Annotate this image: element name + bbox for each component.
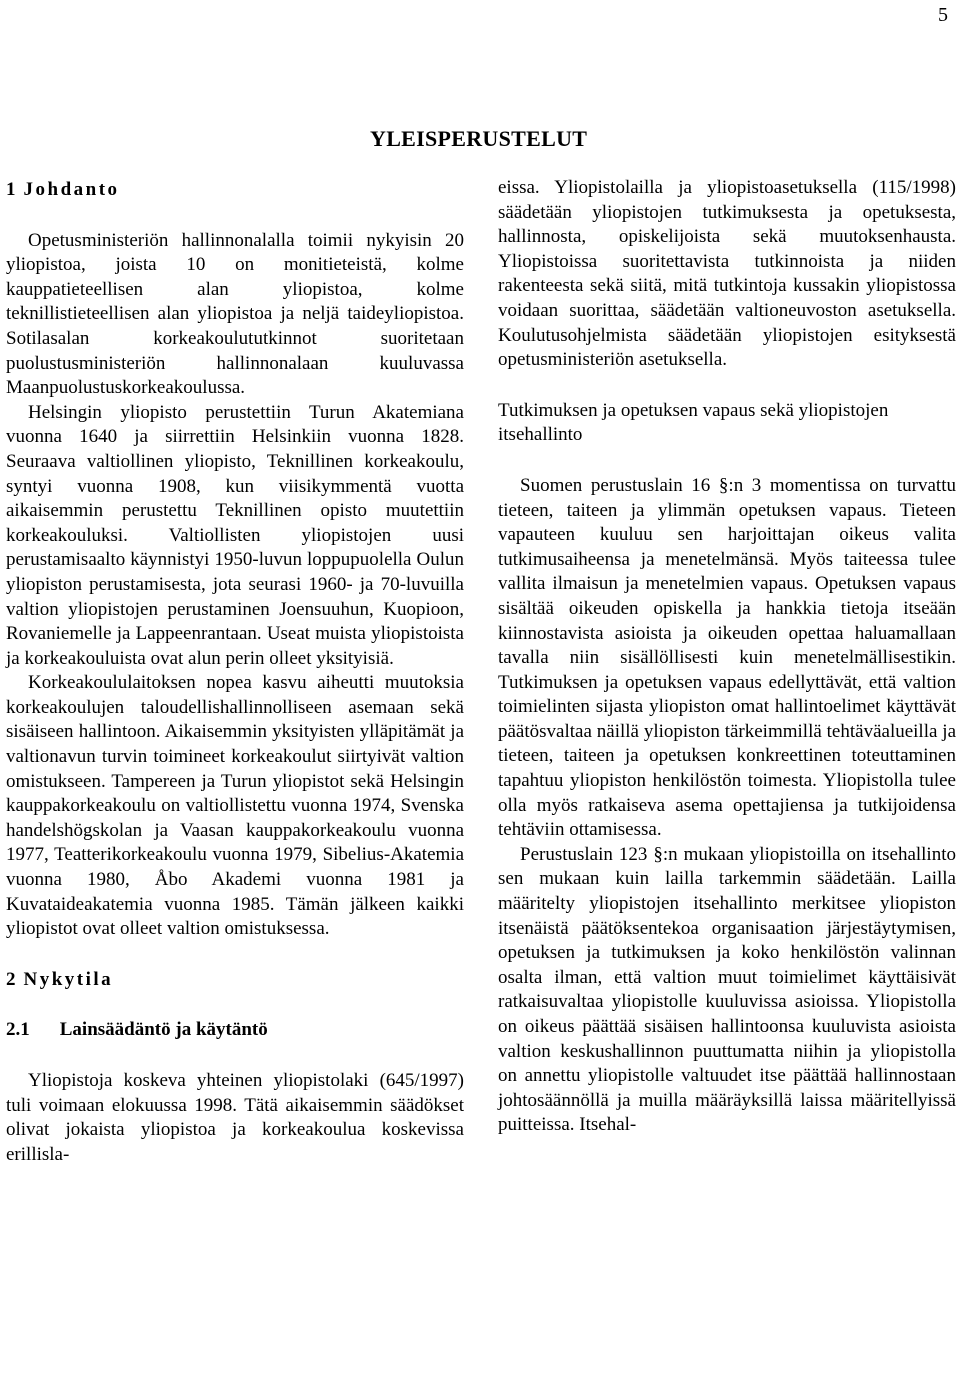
left-column xyxy=(6,178,464,1167)
section-number: 1 xyxy=(6,179,16,200)
paragraph: Opetusministeriön hallinnonalalla toimii nykyisin 20 yliopistoa, joista 10 on monitieteistä, kolme kauppatieteellisen alan yliopistoa, kolme teknillistieteellisen alan yliopistoa ja neljä taideyliopistoa. Sotilasalan korkeakoulututkinnot suoritetaan puolustusministeriön hallinnonalaan kuuluvassa Maanpuolustuskorkeakoulussa. xyxy=(6,229,464,399)
right-column xyxy=(498,176,956,1138)
paragraph: Yliopistoja koskeva yhteinen yliopistolaki (645/1997) tuli voimaan elokuussa 1998. Tätä aikaisemmin säädökset olivat jokaista yliopistoa ja korkeakoulua koskevissa erillisla- xyxy=(6,1070,464,1165)
paragraph: Suomen perustuslain 16 §:n 3 momentissa on turvattu tieteen, taiteen ja ylimmän opetuksen vapaus. Tieteen vapauteen kuuluu sen harjoittajan oikeus valita tutkimusaiheensa ja menetelmänsä. Myös taiteessa tulee vallita ilmaisun ja menetelmien vapaus. Opetuksen vapaus sisältää oikeuden opiskella ja hankkia tietoja itseään kiinnostavista asioista ja oikeuden opettaa haluamallaan tavalla niin sisällöllisesti kuin menetelmällisestikin. Tutkimuksen ja opetuksen vapaus edellyttävät, että valtion toimielinten sijasta yliopiston omat hallintoelimet käyttävät päätösvaltaa näillä yliopiston tärkeimmillä tehtäväalueilla ja tieteen, taiteen ja opetuksen konkreettinen toteuttaminen tapahtuu yliopiston henkilöstön toimesta. Yliopistolla tulee olla myös ratkaiseva asema opettajiensa ja tutkijoidensa tehtäviin ottamisessa. xyxy=(498,474,956,841)
section-heading-2 xyxy=(6,968,464,993)
section-heading-1 xyxy=(6,178,464,203)
subsection-title: Lainsäädäntö ja käytäntö xyxy=(59,1019,268,1041)
section-number: 2 xyxy=(6,968,16,990)
paragraph: Perustuslain 123 §:n mukaan yliopistoilla on itsehallinto sen mukaan kuin lailla tarkemmin säädetään. Lailla määritelty yliopistojen itsehallinto merkitsee yliopiston itsenäistä päätöksentekoa organisaation järjestäytymisen, opetuksen ja tutkimuksen ja koko henkilöstön valinnan osalta ilman, että valtion muut toimielimet käyttäisivät ratkaisuvaltaa yliopistolle kuuluvissa asioissa. Yliopistolla on oikeus päättää sisäisen hallintoonsa kuuluvista asioista valtion keskushallinnon puuttumatta niihin ja yliopistolla on annettu yliopistolle valtuudet itse päättää hallinnostaan johtosäännöllä ja muilla määräyksillä laissa määritellyissä puitteissa. Itsehal- xyxy=(498,843,956,1136)
paragraph: eissa. Yliopistolailla ja yliopistoasetuksella (115/1998) säädetään yliopistojen tutkimuksesta ja opetuksesta, hallinnosta, opiskelijoista sekä muutoksenhausta. Yliopistoissa suoritettavista tutkinnoista ja niiden rakenteesta sekä siitä, mitä tutkintoja kussakin yliopistossa voidaan suorittaa, säädetään valtioneuvoston asetuksella. Koulutusohjelmista säädetään yliopistojen esityksestä opetusministeriön asetuksella. xyxy=(498,177,956,371)
paragraph: Helsingin yliopisto perustettiin Turun Akatemiana vuonna 1640 ja siirrettiin Helsinkiin vuonna 1828. Seuraava valtiollinen yliopisto, Teknillinen korkeakoulu, syntyi vuonna 1908, kun viisikymmentä vuotta aikaisemmin perustettu Teknillinen opisto muutettiin korkeakouluksi. Valtiollisten yliopistojen uusi perustamisaalto käynnistyi 1950-luvun loppupuolella Oulun yliopiston perustamisesta, jota seurasi 1960- ja 70-luvuilla valtion yliopistojen perustaminen Joensuuhun, Kuopioon, Rovaniemelle ja Lappeenrantaan. Useat muista yliopistoista ja korkeakouluista ovat alun perin olleet yksityisiä. xyxy=(6,401,464,669)
paragraph: Korkeakoululaitoksen nopea kasvu aiheutti muutoksia korkeakoulujen taloudellishallinnolliseen asemaan sekä sisäiseen hallintoon. Aikaisemmin yksityisten ylläpitämät ja valtionavun turvin toimineet korkeakoulut siirtyivät valtion omistukseen. Tampereen ja Turun yliopistot sekä Helsingin kauppakorkeakoulu on valtiollistettu vuonna 1974, Svenska handelshögskolan ja Vaasan kauppakorkeakoulu vuonna 1977, Teatterikorkeakoulu vuonna 1979, Sibelius-Akatemia vuonna 1980, Åbo Akademi vuonna 1981 ja Kuvataideakatemia vuonna 1985. Tämän jälkeen kaikki yliopistot ovat olleet valtion omistuksessa. xyxy=(6,672,464,940)
section-title: Johdanto xyxy=(23,179,120,200)
page-number: 5 xyxy=(938,4,948,26)
section-title: Nykytila xyxy=(23,968,114,990)
document-title: YLEISPERUSTELUT xyxy=(370,126,588,151)
subsection-number: 2.1 xyxy=(6,1019,30,1041)
subsection-heading xyxy=(6,1018,464,1043)
subheading: Tutkimuksen ja opetuksen vapaus sekä yliopistojen itsehallinto xyxy=(498,399,889,446)
